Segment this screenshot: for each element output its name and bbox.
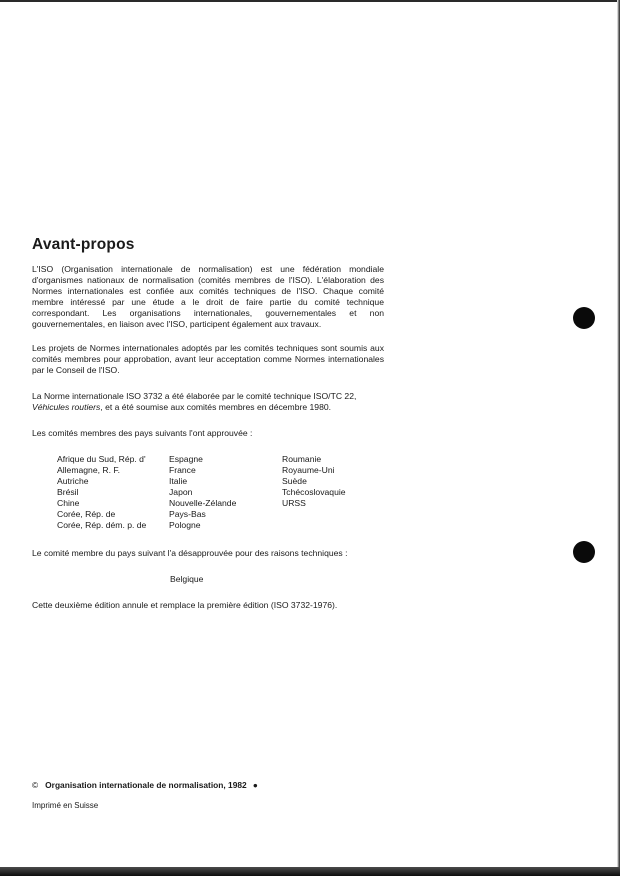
country-name: France: [169, 465, 196, 475]
country-name: Pologne: [169, 520, 201, 530]
paragraph-iso-description: L'ISO (Organisation internationale de normalisation) est une fédération mondiale d'organismes nationaux de normalisation (comités membres de l'ISO). L'élaboration des Normes internationales est confiée aux comités techniques de l'ISO. Chaque comité membre intéressé par une étude a le droit de faire partie du comité technique correspondant. Les organisations internationales, gouvernementales et non gouvernementales, en liaison avec l'ISO, participent également aux travaux.: [32, 264, 384, 329]
copyright-text: Organisation internationale de normalisation, 1982: [45, 780, 247, 790]
country-name: URSS: [282, 498, 306, 508]
copyright-line: [32, 780, 372, 790]
country-name: Nouvelle-Zélande: [169, 498, 237, 508]
origin-text: La Norme internationale ISO 3732 a été élaborée par le comité technique ISO/TC 22,: [32, 391, 357, 401]
printed-in: Imprimé en Suisse: [32, 801, 99, 810]
copyright-icon: ©: [32, 780, 39, 790]
country-name: Corée, Rép. de: [57, 509, 116, 519]
country-name: Chine: [57, 498, 80, 508]
country-column-3: [282, 454, 392, 531]
edition-note: Cette deuxième édition annule et remplace la première édition (ISO 3732-1976).: [32, 600, 338, 610]
country-name: Afrique du Sud, Rép. d': [57, 454, 146, 464]
country-name: Brésil: [57, 487, 79, 497]
country-name: Corée, Rép. dém. p. de: [57, 520, 147, 530]
scan-edge-bottom: [0, 867, 620, 876]
paragraph-approval-process: Les projets de Normes internationales adoptés par les comités techniques sont soumis aux comités membres pour approbation, avant leur acceptation comme Normes internationales par le Conseil de l'ISO.: [32, 343, 384, 375]
paragraph-standard-origin: [32, 391, 384, 413]
country-name: Tchécoslovaquie: [282, 487, 346, 497]
section-heading: Avant-propos: [32, 236, 135, 253]
approving-countries-table: [57, 454, 384, 531]
country-column-2: [169, 454, 282, 531]
country-name: Suède: [282, 476, 307, 486]
origin-text-end: , et a été soumise aux comités membres en décembre 1980.: [100, 402, 332, 412]
disapproving-country: Belgique: [170, 574, 204, 584]
scan-edge-top: [0, 0, 620, 2]
country-name: Italie: [169, 476, 188, 486]
country-name: Roumanie: [282, 454, 322, 464]
country-name: Espagne: [169, 454, 203, 464]
country-column-1: [57, 454, 169, 531]
approval-intro: Les comités membres des pays suivants l'ont approuvée :: [32, 428, 253, 438]
disapproval-intro: Le comité membre du pays suivant l'a désapprouvée pour des raisons techniques :: [32, 548, 348, 558]
country-name: Allemagne, R. F.: [57, 465, 121, 475]
country-name: Japon: [169, 487, 193, 497]
bullet-icon: ●: [252, 780, 258, 790]
country-name: Royaume-Uni: [282, 465, 335, 475]
country-name: Pays-Bas: [169, 509, 206, 519]
committee-title: Véhicules routiers: [32, 402, 101, 412]
page-footer: [32, 780, 372, 810]
foreword-section: [32, 236, 384, 611]
country-name: Autriche: [57, 476, 89, 486]
margin-mark-dot: [573, 307, 595, 329]
margin-mark-dot: [573, 541, 595, 563]
